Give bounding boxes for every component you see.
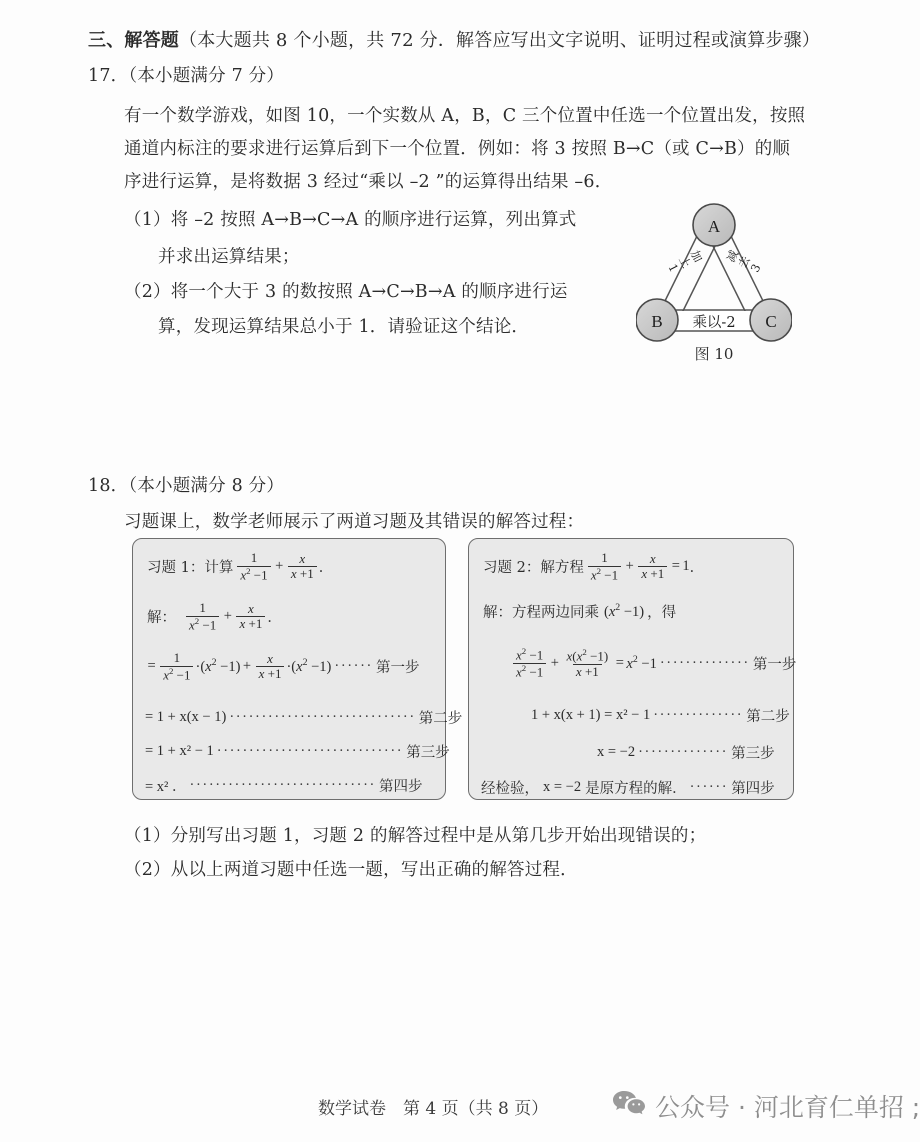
- exercise-2-solution-box: [468, 538, 797, 800]
- fraction-1-over-x2-minus-1: $\frac{1}{x^2 -1}$: [237, 551, 270, 582]
- exercise-2-title-tail: ．: [689, 560, 705, 577]
- exercise-1-step-3-label: 第三步: [406, 745, 450, 761]
- footer-page-info: 数学试卷 第 4 页（共 8 页）: [318, 1099, 549, 1119]
- exercise-1-title-tail: ．: [318, 560, 334, 577]
- exercise-1-step-3: [145, 741, 450, 762]
- wechat-icon: [612, 1089, 646, 1124]
- node-c: [750, 299, 792, 341]
- exercise-1-step-2-label: 第二步: [418, 711, 463, 727]
- exercise-2-step-4-lead: 经检验，: [481, 781, 539, 797]
- svg-text:C: C: [765, 312, 777, 331]
- section-heading-note: （本大题共 8 个小题，共 72 分．解答应写出文字说明、证明过程或演算步骤）: [179, 30, 821, 51]
- problem-17-body-line-1: 有一个数学游戏，如图 10，一个实数从 A，B，C 三个位置中任选一个位置出发，按照: [124, 106, 806, 126]
- exercise-2-step-1-label: 第一步: [752, 656, 797, 673]
- exercise-1-step-1-dots: ······: [334, 658, 373, 675]
- exercise-1-step-2-expr: = 1 + x(x − 1): [145, 709, 227, 725]
- problem-17-number: 17．（本小题满分 7 分）: [88, 66, 285, 86]
- figure-10-triangle-diagram: [636, 198, 792, 358]
- fraction-x-over-x-plus-1: $\frac{x}{x +1}$: [256, 652, 285, 682]
- exercise-2-step-1: $\frac{x^2 -1}{x^2 -1}$ + $\frac{x(x^2 -1)}{x +1}$ = $x^2 -1$ ·············· 第一步: [511, 647, 796, 680]
- problem-18-intro: 习题课上，数学老师展示了两道习题及其错误的解答过程：: [124, 512, 585, 532]
- problem-17-sub1-line-2: 并求出运算结果；: [158, 247, 300, 267]
- exercise-2-solve-line: 解：方程两边同乘 $(x^2 -1)$ ，得: [483, 602, 677, 621]
- exercise-2-step-4-tail: 是原方程的解．: [585, 781, 687, 797]
- problem-17-body-line-3: 序进行运算，是将数据 3 经过“乘以 –2 ”的运算得出结果 –6．: [124, 172, 613, 192]
- exercise-1-solve-line: 解： $\frac{1}{x^2 -1}$ + $\frac{x}{x +1}$ ．: [147, 600, 282, 632]
- exercise-2-step-4-dots: ······: [689, 779, 729, 795]
- section-marker: 三、: [88, 30, 125, 51]
- exercise-2-step-3-dots: ··············: [638, 744, 729, 760]
- edge-ac-label: 减去3: [723, 247, 764, 275]
- fraction-x2-minus-1-over-x2-minus-1: $\frac{x^2 -1}{x^2 -1}$: [513, 647, 546, 680]
- exercise-1-step-4: [145, 775, 422, 796]
- exercise-1-title: 习题 1：计算 $\frac{1}{x^2 -1}$ + $\frac{x}{x +1}$ ．: [147, 550, 334, 582]
- exercise-2-step-2-expr: 1 + x(x + 1) = x² − 1: [531, 707, 651, 723]
- problem-17-sub1-line-1: （1）将 –2 按照 A→B→C→A 的顺序进行运算，列出算式: [124, 210, 577, 230]
- exercise-1-step-4-label: 第四步: [378, 779, 423, 795]
- exercise-2-step-3-expr: x = −2: [597, 744, 636, 760]
- watermark-text: 公众号 · 河北育仁单招 ;: [655, 1093, 920, 1122]
- fraction-1-over-x2-minus-1: $\frac{1}{x^2 -1}$: [186, 601, 219, 632]
- node-b: [636, 299, 678, 341]
- section-heading-title: 解答题: [124, 30, 180, 51]
- exercise-1-step-1-label: 第一步: [375, 660, 420, 677]
- fraction-x-over-x-plus-1: $\frac{x}{x +1}$: [236, 602, 265, 632]
- exercise-2-step-2: [531, 705, 790, 726]
- exercise-2-step-4-value: x = −2: [543, 779, 582, 795]
- exercise-2-step-2-label: 第二步: [746, 709, 790, 725]
- exercise-1-step-1: = $\frac{1}{x^2 -1}$ $\cdot(x^2 -1)$ + $\frac{x}{x +1}$ $\cdot(x^2 -1)$ ······ 第一步: [147, 650, 420, 682]
- problem-17-body-line-2: 通道内标注的要求进行运算后到下一个位置．例如：将 3 按照 B→C（或 C→B）的顺: [124, 139, 791, 159]
- node-a: [693, 204, 735, 246]
- problem-17-sub2-line-2: 算，发现运算结果总小于 1．请验证这个结论．: [158, 317, 530, 337]
- problem-18-sub1: （1）分别写出习题 1，习题 2 的解答过程中是从第几步开始出现错误的；: [124, 826, 707, 846]
- exercise-1-title-lead: 习题 1：计算: [147, 560, 234, 577]
- edge-ab-label: 加上1: [665, 247, 706, 275]
- exercise-2-solve-tail: ，得: [647, 605, 677, 621]
- problem-18-sub2: （2）从以上两道习题中任选一题，写出正确的解答过程．: [124, 860, 578, 880]
- exercise-1-step-3-dots: ·····························: [216, 743, 404, 759]
- exercise-2-step-4-label: 第四步: [731, 781, 775, 797]
- problem-17-sub2-line-1: （2）将一个大于 3 的数按照 A→C→B→A 的顺序进行运: [124, 282, 568, 302]
- exercise-1-step-4-expr: = x² ．: [145, 779, 187, 795]
- exercise-2-title: 习题 2：解方程 $\frac{1}{x^2 -1}$ + $\frac{x}{x +1}$ = 1 ．: [483, 550, 705, 582]
- exercise-1-step-1-equals: =: [147, 658, 156, 675]
- figure-10-caption: 图 10: [694, 345, 734, 363]
- exercise-1-solve-tail: ．: [267, 610, 282, 627]
- exercise-1-step-2-dots: ·····························: [229, 709, 416, 725]
- fraction-x-over-x-plus-1: $\frac{x}{x +1}$: [288, 552, 317, 582]
- exercise-1-step-2: [145, 707, 462, 728]
- exercise-1-step-3-expr: = 1 + x² − 1: [145, 743, 214, 759]
- fraction-1-over-x2-minus-1: $\frac{1}{x^2 -1}$: [588, 551, 621, 582]
- exercise-2-step-4: [481, 777, 775, 798]
- exercise-2-step-3: [597, 742, 775, 763]
- fraction-x-over-x-plus-1: $\frac{x}{x +1}$: [638, 552, 667, 582]
- exercise-1-solution-box: [132, 538, 463, 800]
- fraction-x-times-x2-minus-1-over-x-plus-1: $\frac{x(x^2 -1)}{x +1}$: [566, 646, 609, 679]
- exercise-2-step-3-label: 第三步: [731, 746, 775, 762]
- exercise-2-step-1-dots: ··············: [659, 654, 750, 671]
- exercise-1-step-4-dots: ·····························: [189, 777, 376, 793]
- problem-18-number: 18．（本小题满分 8 分）: [88, 476, 285, 496]
- section-heading: [88, 26, 820, 52]
- wechat-watermark: [612, 1088, 920, 1124]
- svg-text:B: B: [651, 312, 663, 331]
- exercise-2-solve-lead: 解：方程两边同乘: [483, 605, 599, 621]
- svg-text:A: A: [707, 217, 721, 236]
- fraction-1-over-x2-minus-1: $\frac{1}{x^2 -1}$: [160, 651, 193, 682]
- edge-bc-label: 乘以-2: [692, 315, 736, 331]
- exercise-2-title-lead: 习题 2：解方程: [483, 560, 584, 577]
- exercise-1-solve-lead: 解：: [147, 610, 176, 627]
- exercise-2-step-2-dots: ··············: [653, 707, 744, 723]
